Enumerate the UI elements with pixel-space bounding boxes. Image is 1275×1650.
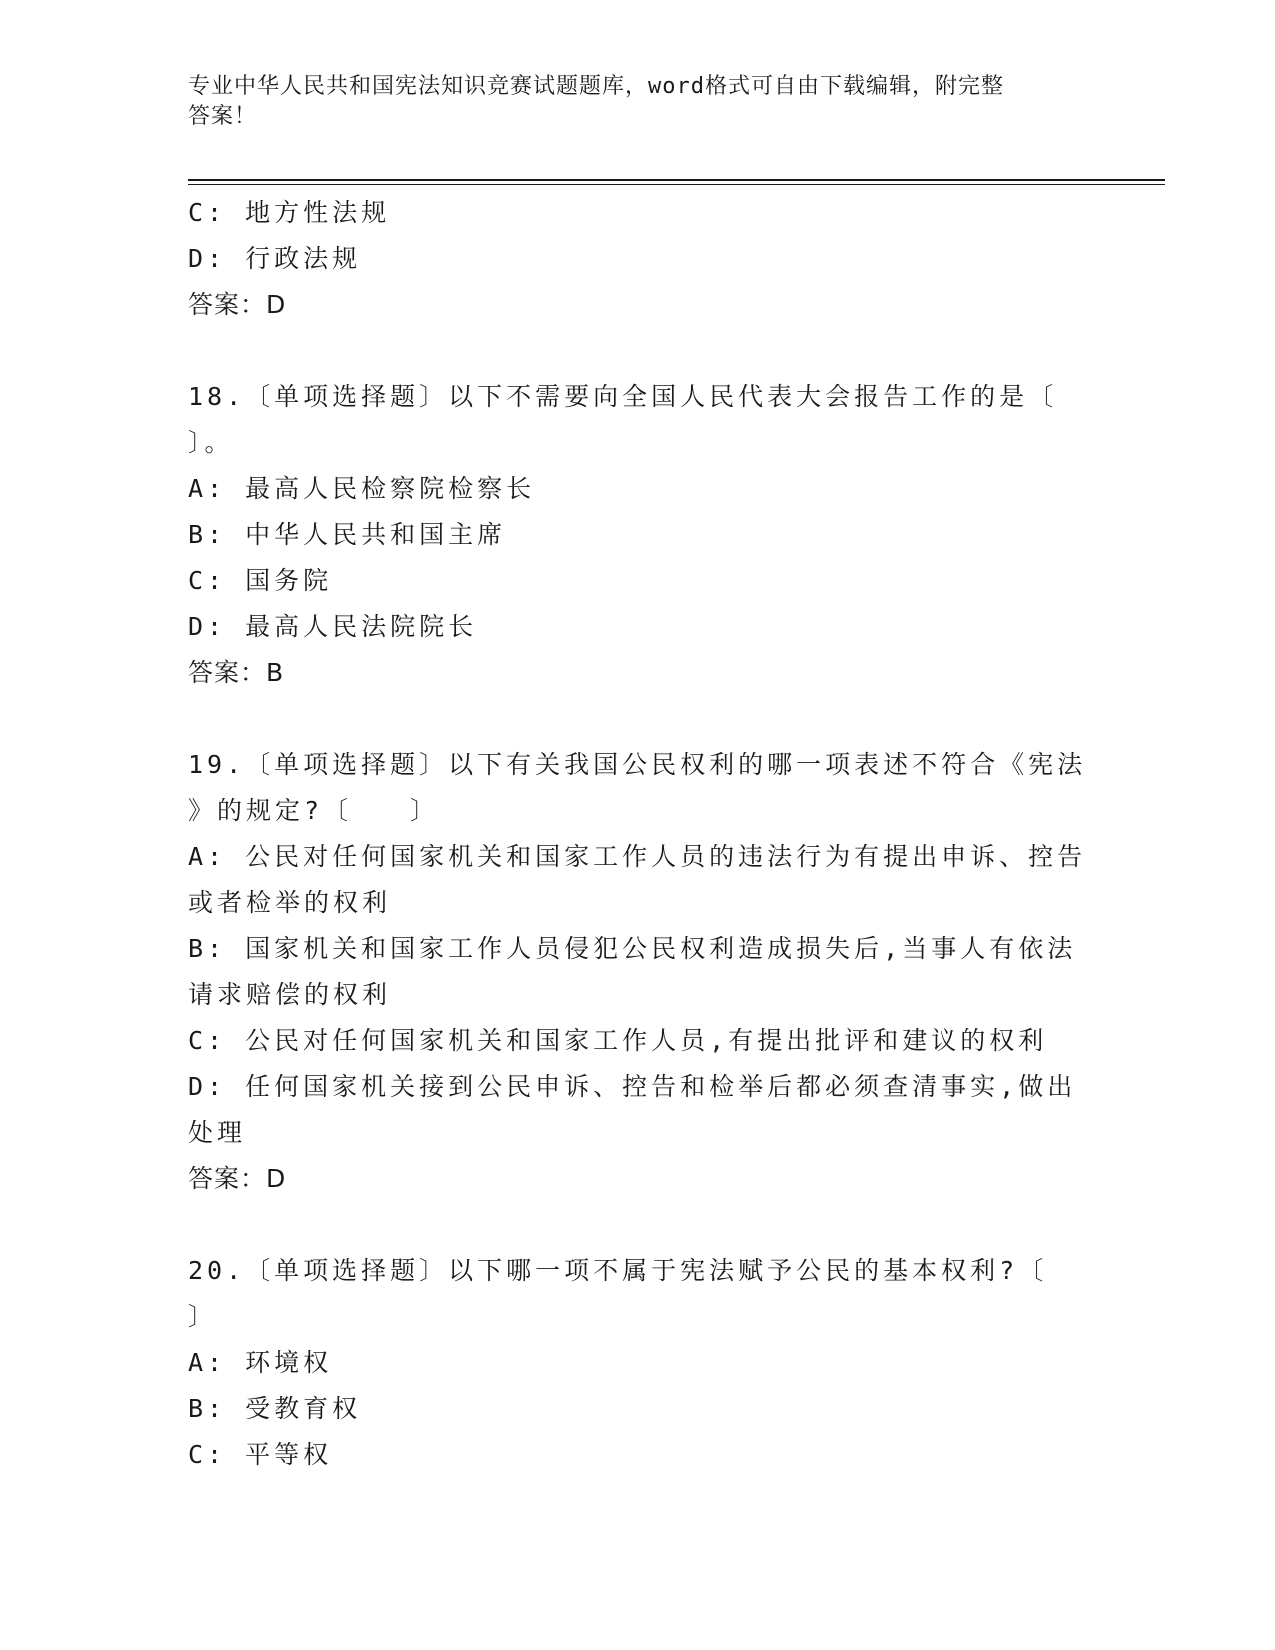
answer-line: 答案：B — [188, 658, 285, 687]
option-text: 国务院 — [245, 566, 333, 595]
question-19 — [188, 742, 1088, 1202]
spacer — [188, 696, 1088, 742]
option-label: A: — [188, 474, 227, 503]
option-a — [188, 466, 1088, 512]
option-d — [188, 604, 1088, 650]
option-b: B: 国家机关和国家工作人员侵犯公民权利造成损失后,当事人有依法 — [188, 934, 1077, 963]
option-text: 行政法规 — [245, 244, 362, 273]
option-a-cont: 或者检举的权利 — [188, 888, 392, 917]
spacer — [188, 1202, 1088, 1248]
option-b-cont: 请求赔偿的权利 — [188, 980, 392, 1009]
option-label: B: — [188, 1394, 227, 1423]
header-rule-thin — [188, 184, 1165, 185]
option-b — [188, 512, 1088, 558]
option-text: 受教育权 — [245, 1394, 362, 1423]
option-b — [188, 1386, 1088, 1432]
option-d-cont: 处理 — [188, 1118, 247, 1147]
option-label: C: — [188, 198, 227, 227]
option-label: C: — [188, 566, 227, 595]
option-text: 环境权 — [245, 1348, 333, 1377]
question-stem-cont: 》的规定?〔 〕 — [188, 796, 440, 825]
option-label: C: — [188, 1440, 227, 1469]
option-text: 地方性法规 — [245, 198, 391, 227]
question-17-tail — [188, 190, 1088, 328]
question-list — [188, 190, 1088, 1478]
document-header — [188, 72, 1088, 132]
question-18 — [188, 374, 1088, 696]
option-label: B: — [188, 520, 227, 549]
option-d — [188, 236, 1088, 282]
option-text: 最高人民检察院检察长 — [245, 474, 536, 503]
question-stem-cont: 〕。 — [188, 428, 234, 457]
option-c — [188, 190, 1088, 236]
question-stem: 19.〔单项选择题〕以下有关我国公民权利的哪一项表述不符合《宪法 — [188, 750, 1087, 779]
question-stem: 20.〔单项选择题〕以下哪一项不属于宪法赋予公民的基本权利?〔 — [188, 1256, 1048, 1285]
option-text: 平等权 — [245, 1440, 333, 1469]
question-20 — [188, 1248, 1088, 1478]
spacer — [188, 328, 1088, 374]
answer-line: 答案：D — [188, 1164, 287, 1193]
option-a — [188, 1340, 1088, 1386]
header-line-2: 答案！ — [188, 104, 258, 129]
option-c — [188, 558, 1088, 604]
option-a: A: 公民对任何国家机关和国家工作人员的违法行为有提出申诉、控告 — [188, 842, 1087, 871]
option-label: D: — [188, 244, 227, 273]
header-line-1: 专业中华人民共和国宪法知识竞赛试题题库，word格式可自由下载编辑，附完整 — [188, 74, 1004, 99]
question-stem-cont: 〕 — [188, 1302, 218, 1331]
answer-line: 答案：D — [188, 290, 287, 319]
option-label: D: — [188, 612, 227, 641]
option-d: D: 任何国家机关接到公民申诉、控告和检举后都必须查清事实,做出 — [188, 1072, 1077, 1101]
option-text: 中华人民共和国主席 — [245, 520, 507, 549]
option-label: A: — [188, 1348, 227, 1377]
question-stem: 18.〔单项选择题〕以下不需要向全国人民代表大会报告工作的是〔 — [188, 382, 1058, 411]
option-c: C: 公民对任何国家机关和国家工作人员,有提出批评和建议的权利 — [188, 1026, 1048, 1055]
option-text: 最高人民法院院长 — [245, 612, 478, 641]
header-rule-thick — [188, 179, 1165, 181]
option-c — [188, 1432, 1088, 1478]
